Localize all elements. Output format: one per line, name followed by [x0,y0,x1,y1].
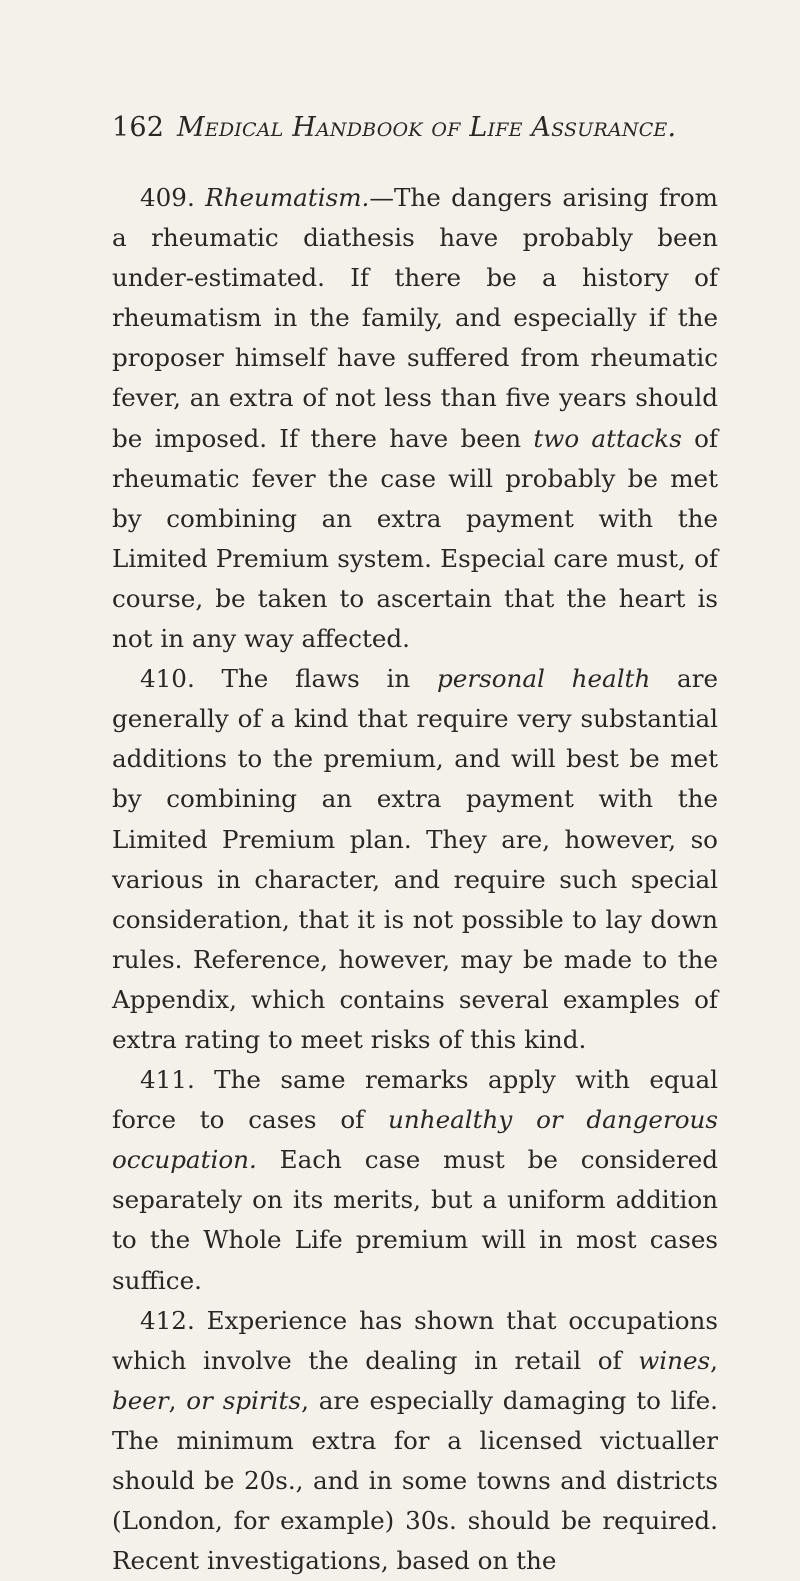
paragraph-text: , [168,1385,187,1415]
paragraph-text: of rheumatic fever the case will probably be met by combining an extra payment with the Limited Premium system. Especial care must, of course, be taken to ascertain that the heart is not in any way affected. [112,423,719,654]
page-number: 162 [112,112,165,143]
paragraph-text: —The dangers arising from a rheumatic diathesis have probably been under-estimated. If there be a history of rheumatism in the family, and especially if the proposer himself have suffered from rheumatic fever, an extra of not less than five years should be imposed. If there have been [112,183,719,453]
paragraph-number: 411. [140,1065,195,1095]
paragraph-text: The flaws in [194,664,438,694]
paragraph-text: , are especially damaging to life. The minimum extra for a licensed victualler should be 20s., and in some towns and districts (London, for example) 30s. should be required. Recent investigations, based on the [112,1385,718,1576]
emphasis-text: beer [112,1385,169,1415]
paragraph-409 [112,178,718,659]
emphasis-text: or spirits [186,1385,302,1415]
running-head [112,112,718,144]
emphasis-text: wines [638,1345,711,1375]
paragraph-text: , [710,1345,718,1375]
paragraph-411 [112,1060,718,1301]
paragraph-text: are generally of a kind that require very substantial additions to the premium, and will best be met by combining an extra payment with the Limited Premium plan. They are, however, so various in character, and require such special consideration, that it is not possible to lay down rules. Reference, however, may be made to the Appendix, which contains several examples of extra rating to meet risks of this kind. [112,664,719,1054]
emphasis-text: two attacks [533,423,682,453]
running-title: Medical Handbook of Life Assurance. [176,112,677,143]
emphasis-text: unhealthy or dangerous occupation. [112,1105,718,1175]
paragraph-number: 412. [140,1305,195,1335]
emphasis-text: personal health [437,664,651,694]
paragraph-412 [112,1301,718,1581]
paragraph-heading: Rheumatism. [205,183,370,212]
paragraph-text: Each case must be considered separately on its merits, but a uniform addition to the Whole Life premium will in most cases suffice. [112,1145,718,1295]
paragraph-text: The same remarks apply with equal force to cases of [112,1065,718,1135]
paragraph-number: 410. [140,664,195,694]
paragraph-text: Experience has shown that occupations which involve the dealing in retail of [112,1305,718,1375]
paragraph-number: 409. [140,183,195,212]
paragraph-410 [112,659,718,1060]
